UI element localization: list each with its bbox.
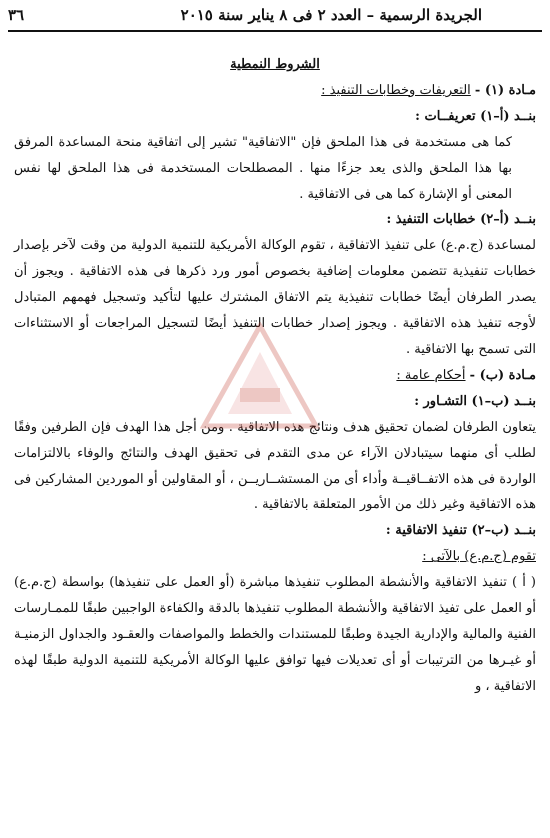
article-1-label: مـادة (١) - [474,82,536,98]
clause-b1-heading: بنــد (ب–١) التشـاور : [414,393,536,409]
clause-a1-text: كما هى مستخدمة فى هذا الملحق فإن "الاتفاقية" تشير إلى اتفاقية منحة المساعدة المرفق بها هذا الملحق والذى يعد جزءًا منها . المصطلحات المستخدمة فى هذا الملحق لها نفس المعنى أو الإشارة كما هى فى الاتفاقية . [14,134,512,202]
page-number: ٣٦ [8,6,25,24]
clause-b2-heading: بنــد (ب–٢) تنفيذ الاتفاقية : [385,523,536,539]
clause-a1-heading: بنــد (أ–١) تعريفــات : [415,108,536,124]
article-2-title: أحكام عامة : [396,367,466,383]
clause-b1-text: يتعاون الطرفان لضمان تحقيق هدف ونتائج هذه الاتفاقية . ومن أجل هذا الهدف فإن الطرفين وفقًا لطلب أى منهما سيتبادلان الآراء عن مدى التقدم فى تحقيق الهدف والنتائج والوفاء بالالتزامات الواردة فى هذه الاتفــاقيــة وأداء أى من المستشــاريــن ، أو المقاولين أو الموردين المشاركين فى هذه الاتفاقية وغير ذلك من الأمور المتعلقة بالاتفاقية . [14,419,536,513]
page-header [8,2,542,28]
article-2-heading [14,363,536,389]
clause-b2-intro: تقوم (ج.م.ع) بالآتى : [422,549,536,565]
clause-a2-heading: بنــد (أ–٢) خطابات التنفيذ : [386,212,536,228]
article-2-label: مـادة (ب) - [469,367,536,383]
section-title: الشروط النمطية [230,57,320,72]
document-body [14,52,536,700]
article-1-heading [14,78,536,104]
clause-b2-item-a: ( أ ) تنفيذ الاتفاقية والأنشطة المطلوب تنفيذها مباشرة (أو العمل على تنفيذها) بواسطة (ج.م.ع) أو العمل على تفيذ الاتفاقية والأنشطة المطلوب تنفيذها بالدقة والكفاءة الواجبين طبقًا للممـارسات الفنية والمالية والإدارية الجيدة وطبقًا للمستندات والخطط والمواصفات والعقـود والجداول الزمنيـة أو غيـرها من الترتيبات أو أى تعديلات فيها توافق عليها الوكالة الأمريكية للتنمية الدولية طبقًا لهذه الاتفاقية ، و [14,575,536,694]
header-title: الجريدة الرسمية – العدد ٢ فى ٨ يناير سنة ٢٠١٥ [180,6,482,24]
header-divider [8,30,542,32]
article-1-title: التعريفات وخطابات التنفيذ : [321,82,471,98]
clause-a2-text: لمساعدة (ج.م.ع) على تنفيذ الاتفاقية ، تقوم الوكالة الأمريكية للتنمية الدولية من وقت لآخر بإصدار خطابات تنفيذية تتضمن معلومات إضافية بخصوص أمور ورد ذكرها فى هذه الاتفاقية . ويجوز أن يصدر الطرفان أيضًا خطابات تنفيذية يتم الاتفاق المشترك عليها لتأكيد وتسجيل فهمهم المتبادل لأوجه تنفيذ هذه الاتفاقية . ويجوز إصدار خطابات التنفيذ أيضًا لتسجيل المراجعات أو الاستثناءات التى تسمح بها الاتفاقية . [14,238,536,357]
